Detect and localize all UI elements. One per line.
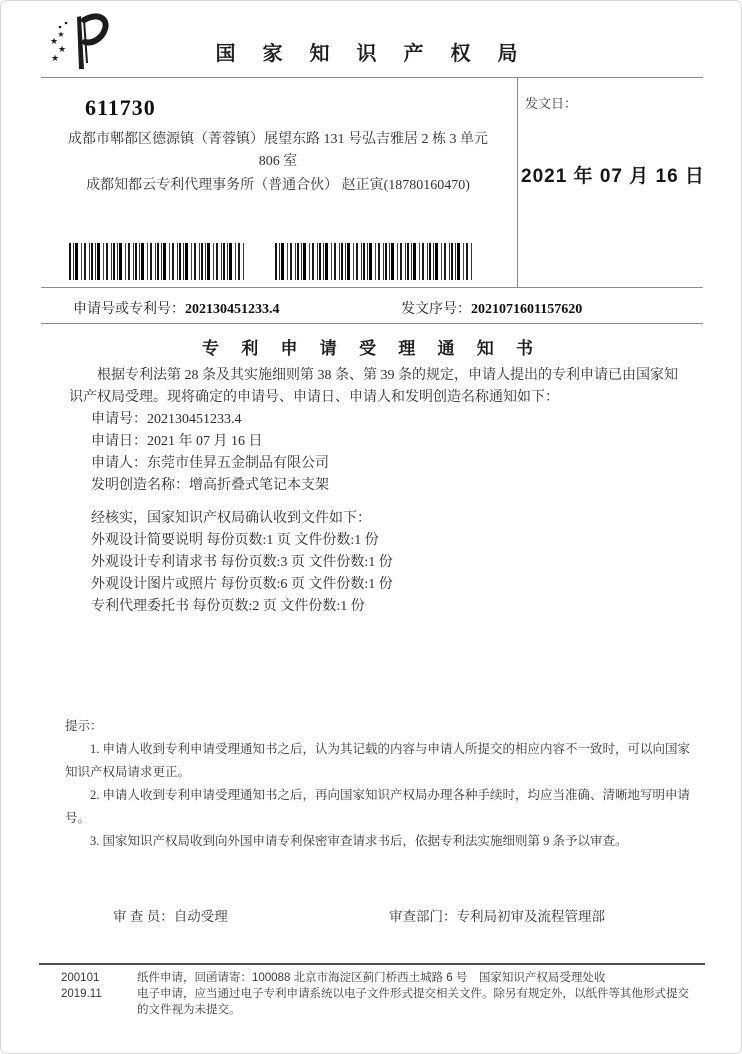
agency-line: 成都知都云专利代理事务所（普通合伙） 赵正寅(18780160470) xyxy=(86,178,470,193)
field-value: 东莞市佳昇五金制品有限公司 xyxy=(147,456,329,471)
notice-title: 专 利 申 请 受 理 通 知 书 xyxy=(202,339,542,358)
footer-electronic-line: 电子申请，应当通过电子专利申请系统以电子文件形式提交相关文件。除另有规定外，以纸件等其他形式提交的文件视为未提交。 xyxy=(137,988,689,1016)
barcode-2 xyxy=(275,243,473,280)
address-line-2: 806 室 xyxy=(258,154,298,169)
field-label: 申请日： xyxy=(91,434,147,449)
barcode-1 xyxy=(69,243,245,280)
department-value: 专利局初审及流程管理部 xyxy=(456,909,605,924)
field-label: 发明创造名称： xyxy=(91,478,189,493)
hint-item: 3. 国家知识产权局收到向外国申请专利保密审查请求书后，依据专利法实施细则第 9 条予以审查。 xyxy=(90,834,628,848)
reference-divider xyxy=(41,323,703,324)
field-application-date xyxy=(91,431,691,453)
footer-instructions xyxy=(137,970,697,1018)
org-title: 国 家 知 识 产 权 局 xyxy=(215,43,529,65)
received-doc-item: 专利代理委托书 每份页数:2 页 文件份数:1 份 xyxy=(91,599,365,614)
field-label: 申请号： xyxy=(91,412,147,427)
hint-item: 2. 申请人收到专利申请受理通知书之后，再向国家知识产权局办理各种手续时，均应当准确、清晰地写明申请号。 xyxy=(65,788,691,825)
footer xyxy=(61,970,705,1018)
hint-item: 1. 申请人收到专利申请受理通知书之后，认为其记载的内容与申请人所提交的相应内容不一致时，可以向国家知识产权局请求更正。 xyxy=(65,742,691,779)
footer-form-codes xyxy=(61,970,137,1018)
svg-text:★: ★ xyxy=(49,36,59,46)
received-doc-item: 外观设计专利请求书 每份页数:3 页 文件份数:1 份 xyxy=(91,555,393,570)
serial-number xyxy=(401,298,582,318)
address-line-1: 成都市郫都区德源镇（菁蓉镇）展望东路 131 号弘吉雅居 2 栋 3 单元 xyxy=(68,132,488,147)
svg-text:★: ★ xyxy=(57,30,65,39)
examiner-value: 自动受理 xyxy=(173,909,228,924)
field-application-number xyxy=(91,409,691,431)
footer-form-date: 2019.11 xyxy=(61,988,102,1000)
examination-department xyxy=(389,905,605,925)
issue-date-value: 2021 年 07 月 16 日 xyxy=(521,166,705,187)
serial-number-value: 2021071601157620 xyxy=(471,302,583,317)
issue-date-label: 发文日： xyxy=(525,96,578,111)
footer-form-code: 200101 xyxy=(61,972,100,984)
notice-intro: 根据专利法第 28 条及其实施细则第 38 条、第 39 条的规定，申请人提出的专利申请已由国家知识产权局受理。现将确定的申请号、申请日、申请人和发明创造名称通知如下： xyxy=(69,368,678,405)
examiner-label: 审 查 员： xyxy=(113,909,174,924)
field-applicant xyxy=(91,453,691,475)
field-label: 申请人： xyxy=(91,456,147,471)
hints-label: 提示： xyxy=(65,719,103,733)
hints-section xyxy=(65,715,695,853)
field-value: 2021 年 07 月 16 日 xyxy=(147,434,263,449)
barcode-divider xyxy=(41,287,703,288)
svg-text:★: ★ xyxy=(50,53,60,63)
field-value: 202130451233.4 xyxy=(147,412,242,427)
footer-divider xyxy=(39,963,705,965)
department-label: 审查部门： xyxy=(389,909,457,924)
received-doc-item: 外观设计简要说明 每份页数:1 页 文件份数:1 份 xyxy=(91,533,379,548)
application-number xyxy=(73,298,280,318)
examiner xyxy=(113,905,228,925)
serial-number-label: 发文序号： xyxy=(401,302,471,317)
svg-text:★: ★ xyxy=(57,44,67,54)
issue-box-divider xyxy=(517,77,518,287)
postal-code: 611730 xyxy=(85,95,156,120)
field-value: 增高折叠式笔记本支架 xyxy=(189,478,329,493)
received-docs-intro: 经核实，国家知识产权局确认收到文件如下： xyxy=(91,511,371,526)
application-number-label: 申请号或专利号： xyxy=(73,302,185,317)
application-number-value: 202130451233.4 xyxy=(185,302,280,317)
header-divider xyxy=(41,77,703,78)
notice-body xyxy=(69,365,691,618)
received-doc-item: 外观设计图片或照片 每份页数:6 页 文件份数:1 份 xyxy=(91,577,393,592)
footer-paper-line: 纸件申请，回函请寄：100088 北京市海淀区蓟门桥西土城路 6 号 国家知识产权局受理处收 xyxy=(137,972,606,984)
field-invention-title xyxy=(91,475,691,497)
recipient-address-block xyxy=(63,129,493,197)
